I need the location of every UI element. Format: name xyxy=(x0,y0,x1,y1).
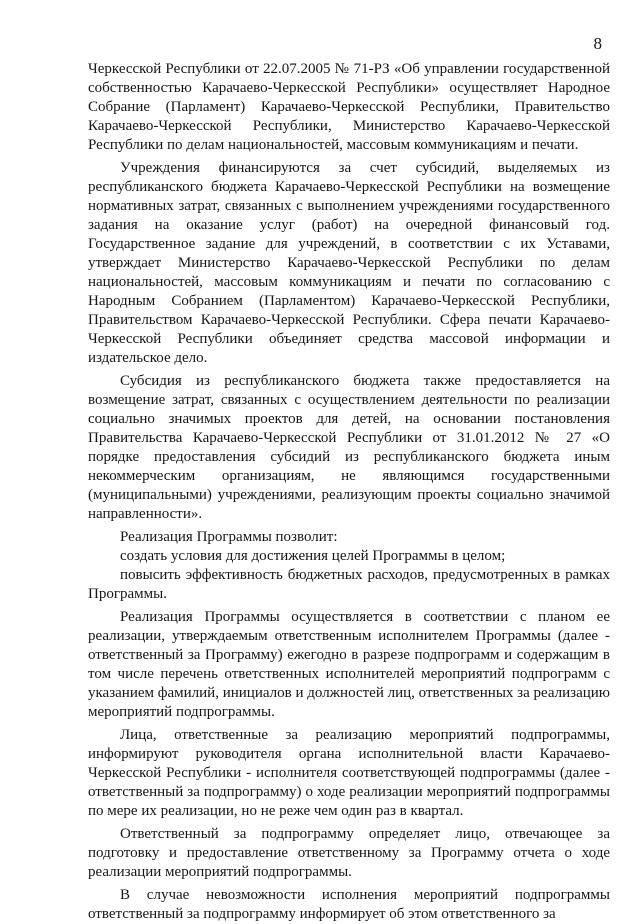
list-item-increase-efficiency: повысить эффективность бюджетных расходов, предусмотренных в рамках Программы. xyxy=(88,567,610,602)
paragraph-program-allows: Реализация Программы позволит: xyxy=(120,529,338,545)
paragraph-report: Ответственный за подпрограмму определяет лицо, отвечающее за подготовку и предоставление ответственному за Программу отчета о ходе реализации мероприятий подпрограммы. xyxy=(88,826,610,880)
paragraph-management: Черкесской Республики от 22.07.2005 № 71-РЗ «Об управлении государственной собственностью Карачаево-Черкесской Республики» осуществляет Народное Собрание (Парламент) Карачаево-Черкесской Республики, Правительство Карачаево-Черкесской Республики, Министерство Карачаево-Черкесской Республики по делам национальностей, массовым коммуникациям и печати. xyxy=(88,61,610,153)
paragraph-implementation-plan: Реализация Программы осуществляется в соответствии с планом ее реализации, утверждаемым ответственным исполнителем Программы (далее - ответственный за Программу) ежегодно в разрезе подпрограмм и содержащим в том числе перечень ответственных исполнителей мероприятий подпрограмм с указанием фамилий, инициалов и должностей лиц, ответственных за реализацию мероприятий подпрограммы. xyxy=(88,609,610,720)
list-item-create-conditions: создать условия для достижения целей Программы в целом; xyxy=(120,548,506,564)
paragraph-impossibility: В случае невозможности исполнения мероприятий подпрограммы ответственный за подпрограмму информирует об этом ответственного за xyxy=(88,887,610,922)
paragraph-financing: Учреждения финансируются за счет субсидий, выделяемых из республиканского бюджета Карачаево-Черкесской Республики на возмещение нормативных затрат, связанных с выполнением учреждениями государственного задания на оказание услуг (работ) на очередной финансовый год. Государственное задание для учреждений, в соответствии с их Уставами, утверждает Министерство Карачаево-Черкесской Республики по делам национальностей, массовым коммуникациям и печати по согласованию с Народным Собранием (Парламентом) Карачаево-Черкесской Республики, Правительством Карачаево-Черкесской Республики. Сфера печати Карачаево-Черкесской Республики объединяет средства массовой информации и издательское дело. xyxy=(88,160,610,366)
paragraph-subsidy: Субсидия из республиканского бюджета также предоставляется на возмещение затрат, связанных с осуществлением деятельности по реализации социально значимых проектов для детей, на основании постановления Правительства Карачаево-Черкесской Республики от 31.01.2012 № 27 «О порядке предоставления субсидий из республиканского бюджета иным некоммерческим организациям, не являющимся государственными (муниципальными) учреждениями, реализующим проекты социально значимой направленности». xyxy=(88,373,610,522)
paragraph-responsible-persons: Лица, ответственные за реализацию мероприятий подпрограммы, информируют руководителя органа исполнительной власти Карачаево-Черкесской Республики - исполнителя соответствующей подпрограммы (далее - ответственный за подпрограмму) о ходе реализации мероприятий подпрограммы по мере их реализации, но не реже чем один раз в квартал. xyxy=(88,727,610,819)
page-number: 8 xyxy=(593,34,602,53)
